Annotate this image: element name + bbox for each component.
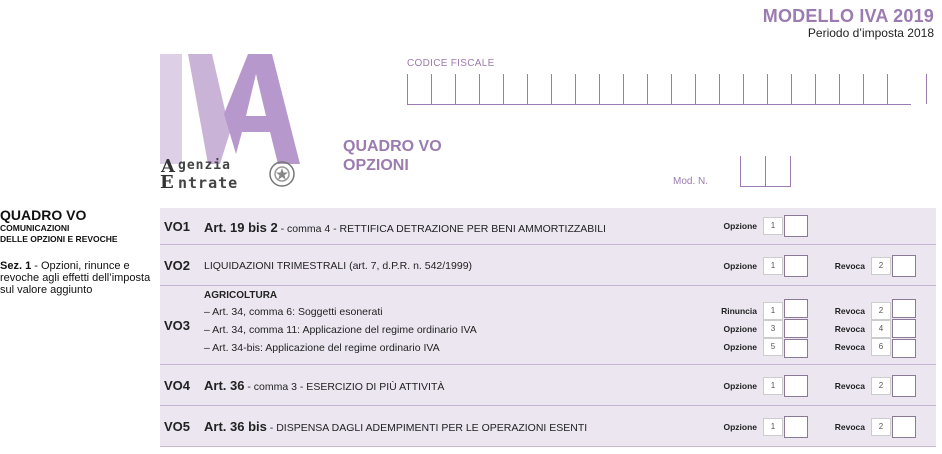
opzione-label: Opzione [723,342,757,352]
revoca-label: Revoca [834,306,865,316]
field-number: 1 [763,217,783,235]
row-title-bold: Art. 36 bis [204,419,267,434]
revoca-checkbox-3[interactable] [892,339,916,358]
row-vo3 [160,286,936,365]
revoca-label: Revoca [834,261,865,271]
section-prefix: Sez. 1 [0,260,32,272]
line-text: – Art. 34-bis: Applicazione del regime ordinario IVA [204,342,440,354]
row-title [204,378,444,393]
field-number: 6 [871,338,891,356]
row-title [204,419,587,434]
line-text: – Art. 34, comma 6: Soggetti esonerati [204,306,383,318]
field-number: 1 [763,302,783,320]
row-vo5 [160,406,936,447]
codice-fiscale-field[interactable] [407,74,927,106]
opzione-label: Opzione [723,221,757,231]
group-title: AGRICOLTURA [204,290,278,301]
field-number: 2 [871,418,891,436]
field-number: 2 [871,257,891,275]
mod-number-divider [765,156,766,186]
revoca-label: Revoca [834,342,865,352]
field-number: 4 [871,320,891,338]
revoca-label: Revoca [834,324,865,334]
field-number: 1 [763,257,783,275]
revoca-label: Revoca [834,422,865,432]
row-title-rest: - comma 4 - RETTIFICA DETRAZIONE PER BENI AMMORTIZZABILI [277,223,606,235]
field-number: 1 [763,418,783,436]
tax-period: Periodo d’imposta 2018 [807,26,934,40]
field-number: 2 [871,302,891,320]
quadro-title-line2: OPZIONI [343,157,409,174]
field-number: 5 [763,338,783,356]
agency-cap-a: A [161,156,175,177]
opzione-label: Opzione [723,422,757,432]
revoca-checkbox-1[interactable] [892,299,916,318]
opzione-label: Opzione [723,261,757,271]
row-vo1 [160,208,936,245]
row-code: VO3 [164,318,191,333]
field-number: 3 [763,320,783,338]
sidebar-subtitle-line2: DELLE OPZIONI E REVOCHE [0,234,118,244]
rinuncia-label: Rinuncia [721,306,757,316]
sidebar-title: QUADRO VO [0,207,87,223]
codice-fiscale-label: CODICE FISCALE [407,58,495,69]
revoca-checkbox-vo2[interactable] [892,255,916,277]
opzione-label: Opzione [723,324,757,334]
section-description [0,260,158,296]
agency-name-line1: genzia [178,158,231,173]
row-title: LIQUIDAZIONI TRIMESTRALI (art. 7, d.P.R. n. 542/1999) [204,260,473,272]
agency-cap-e: E [160,172,174,193]
opzione-checkbox-vo1[interactable] [784,215,808,237]
revoca-checkbox-2[interactable] [892,319,916,338]
row-title-rest: - DISPENSA DAGLI ADEMPIMENTI PER LE OPERAZIONI ESENTI [266,422,588,434]
sidebar-subtitle [0,223,160,245]
revoca-checkbox-vo5[interactable] [892,416,916,438]
sidebar-subtitle-line1: COMUNICAZIONI [0,223,70,233]
republic-emblem-icon [268,160,296,188]
row-vo4 [160,365,936,406]
field-number: 2 [871,377,891,395]
row-vo2 [160,245,936,286]
iva-logo [160,54,310,164]
mod-number-end [790,156,791,186]
agency-name-line2: ntrate [178,174,239,192]
mod-number-label: Mod. N. [673,176,709,187]
row-code: VO1 [164,219,191,234]
line-text: – Art. 34, comma 11: Applicazione del regime ordinario IVA [204,324,477,336]
quadro-title-line1: QUADRO VO [343,138,442,155]
row-code: VO5 [164,419,191,434]
revoca-label: Revoca [834,381,865,391]
revoca-checkbox-vo4[interactable] [892,375,916,397]
opzione-label: Opzione [723,381,757,391]
row-code: VO4 [164,378,191,393]
model-title: MODELLO IVA 2019 [762,6,934,26]
section-text: - Opzioni, rinunce e revoche agli effetti dell’imposta sul valore aggiunto [0,260,151,296]
row-title-rest: - comma 3 - ESERCIZIO DI PIÙ ATTIVITÀ [244,381,445,393]
quadro-title [343,137,442,175]
row-title [204,220,606,235]
row-code: VO2 [164,258,191,273]
row-title-bold: Art. 19 bis 2 [204,220,278,235]
field-number: 1 [763,377,783,395]
row-title-bold: Art. 36 [204,378,245,393]
